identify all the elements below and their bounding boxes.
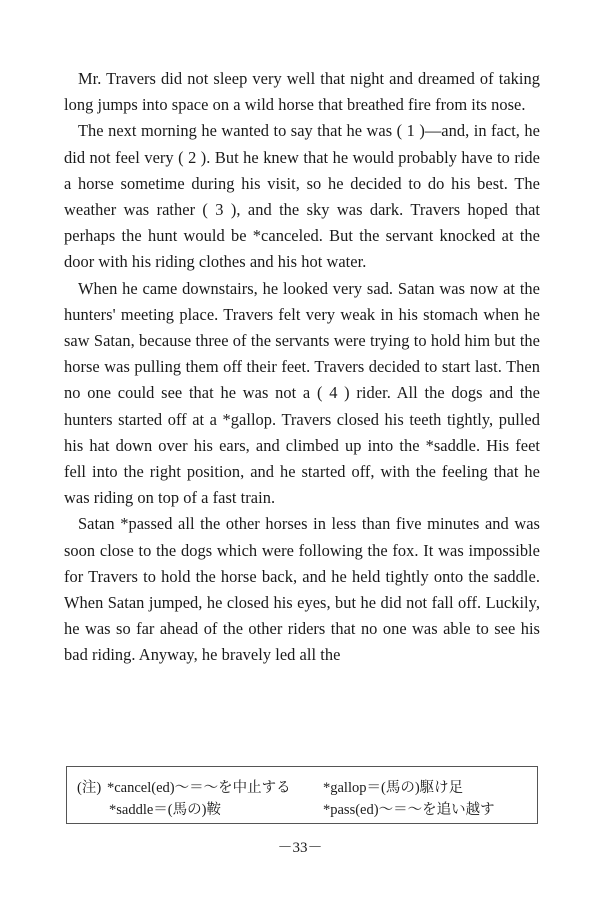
- paragraph-4: Satan *passed all the other horses in less than five minutes and was soon close to the dogs which were following the fox. It was impossible for Travers to hold the horse back, and he held tightly onto the saddle. When Satan jumped, he closed his eyes, but he did not fall off. Luckily, he was so far ahead of the other riders that no one was able to see his bad riding. Anyway, he bravely led all the: [64, 514, 540, 665]
- story-text: [64, 66, 540, 669]
- note-saddle: *saddle＝(馬の)鞍: [109, 802, 221, 818]
- paragraph-1: Mr. Travers did not sleep very well that night and dreamed of taking long jumps into space on a wild horse that breathed fire from its nose.: [64, 69, 540, 115]
- vocabulary-notes-box: [66, 766, 538, 824]
- note-pass: *pass(ed)～＝～を追い越す: [323, 802, 495, 818]
- paragraph-3: When he came downstairs, he looked very sad. Satan was now at the hunters' meeting place. Travers felt very weak in his stomach when he saw Satan, because three of the servants were trying to hold him but the horse was pulling them off their feet. Travers decided to start last. Then no one could see that he was not a ( 4 ) rider. All the dogs and the hunters started off at a *gallop. Travers closed his teeth tightly, pulled his hat down over his ears, and climbed up into the *saddle. His feet fell into the right position, and he started off, with the feeling that he was riding on top of a fast train.: [64, 278, 540, 508]
- page-number: －33－: [277, 840, 323, 856]
- note-cancel: *cancel(ed)～＝～を中止する: [107, 780, 291, 796]
- notes-label: (注): [77, 780, 102, 796]
- note-gallop: *gallop＝(馬の)駆け足: [323, 780, 464, 796]
- paragraph-2: The next morning he wanted to say that he was ( 1 )—and, in fact, he did not feel very ( 2 ). But he knew that he would probably have to ride a horse sometime during his visit, so he decided to do his best. The weather was rather ( 3 ), and the sky was dark. Travers hoped that perhaps the hunt would be *canceled. But the servant knocked at the door with his riding clothes and his hot water.: [64, 121, 540, 272]
